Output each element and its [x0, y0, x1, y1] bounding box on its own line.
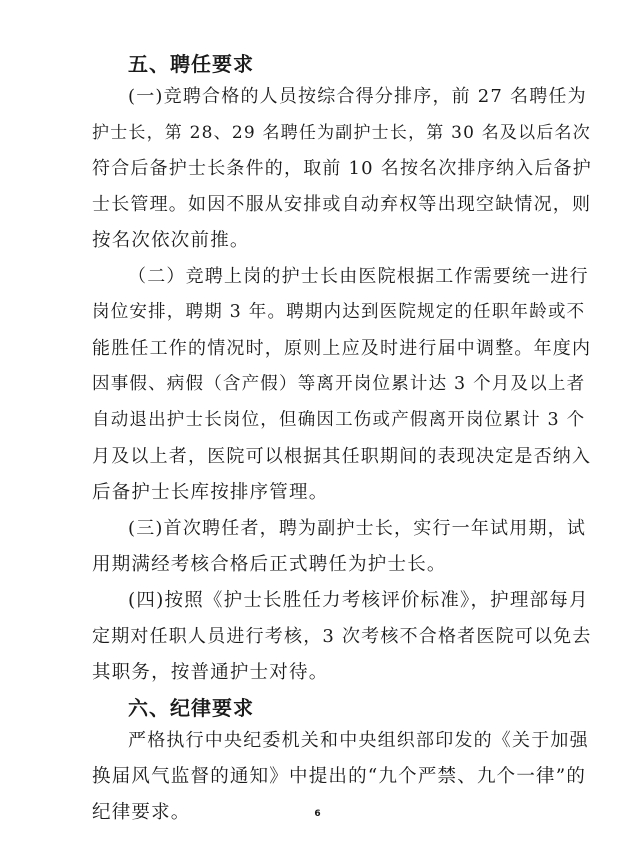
paragraph-line: 月及以上者，医院可以根据其任职期间的表现决定是否纳入: [92, 446, 592, 467]
paragraph-line: (一)竞聘合格的人员按综合得分排序，前 27 名聘任为: [128, 86, 587, 107]
section-heading-discipline-requirements: 六、纪律要求: [128, 696, 254, 720]
paragraph-line: 符合后备护士长条件的，取前 10 名按名次排序纳入后备护: [92, 158, 592, 179]
paragraph-line: (四)按照《护士长胜任力考核评价标准》，护理部每月: [128, 590, 589, 611]
paragraph-line: 换届风气监督的通知》中提出的“九个严禁、九个一律”的: [92, 766, 587, 787]
paragraph-line: 纪律要求。: [92, 802, 191, 823]
paragraph-line: 定期对任职人员进行考核，3 次考核不合格者医院可以免去: [92, 626, 592, 647]
paragraph-line: 士长管理。如因不服从安排或自动弃权等出现空缺情况，则: [92, 194, 592, 215]
paragraph-line: 后备护士长库按排序管理。: [92, 482, 329, 503]
paragraph-line: (三)首次聘任者，聘为副护士长，实行一年试用期，试: [128, 518, 587, 539]
paragraph-line: 因事假、病假（含产假）等离开岗位累计达 3 个月及以上者: [92, 374, 586, 394]
paragraph-line: 能胜任工作的情况时，原则上应及时进行届中调整。年度内: [92, 338, 592, 359]
section-heading-appointment-requirements: 五、聘任要求: [128, 52, 254, 76]
paragraph-line: （二）竞聘上岗的护士长由医院根据工作需要统一进行: [128, 266, 589, 287]
paragraph-line: 按名次依次前推。: [92, 230, 250, 251]
paragraph-line: 自动退出护士长岗位，但确因工伤或产假离开岗位累计 3 个: [92, 410, 586, 430]
paragraph-line: 严格执行中央纪委机关和中央组织部印发的《关于加强: [128, 730, 589, 751]
paragraph-line: 护士长，第 28、29 名聘任为副护士长，第 30 名及以后名次: [92, 123, 591, 143]
paragraph-line: 其职务，按普通护士对待。: [92, 662, 329, 683]
paragraph-line: 用期满经考核合格后正式聘任为护士长。: [92, 554, 447, 575]
page-number: 6: [314, 809, 321, 819]
paragraph-line: 岗位安排，聘期 3 年。聘期内达到医院规定的任职年龄或不: [92, 302, 586, 322]
